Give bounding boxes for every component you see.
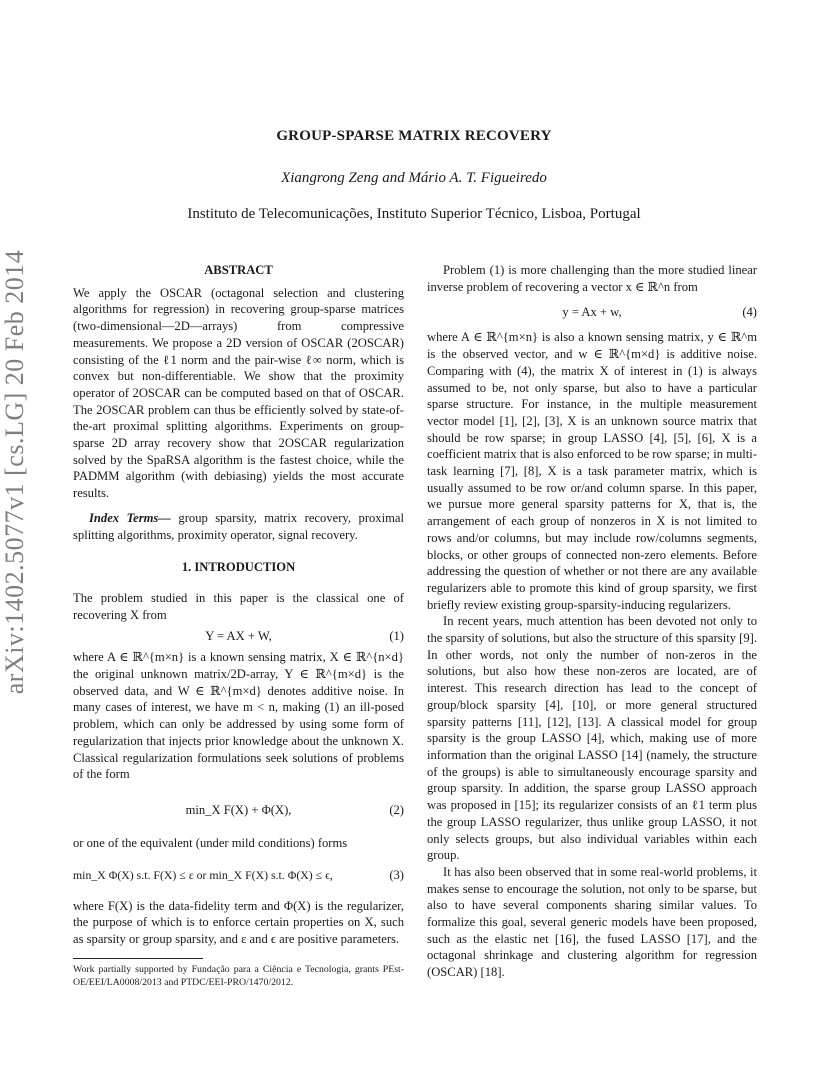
equation-1-number: (1): [389, 629, 404, 644]
equation-3-number: (3): [389, 867, 404, 882]
right-column: [427, 262, 757, 981]
equation-2-body: min_X F(X) + Φ(X),: [185, 802, 292, 817]
intro-paragraph-1: The problem studied in this paper is the classical one of recovering X from: [73, 590, 404, 622]
abstract-heading: ABSTRACT: [204, 263, 273, 277]
equation-4-number: (4): [742, 305, 757, 320]
introduction-heading: 1. INTRODUCTION: [181, 560, 296, 575]
left-column: [73, 262, 404, 989]
equation-2-number: (2): [389, 802, 404, 817]
intro-paragraph-3: or one of the equivalent (under mild conditions) forms: [73, 835, 348, 850]
equation-1-body: Y = AX + W,: [205, 629, 272, 644]
funding-footnote: Work partially supported by Fundação para a Ciência e Tecnologia, grants PEst-OE/EEI/LA0008/2013 and PTDC/EEI-PRO/1470/2012.: [73, 963, 404, 988]
right-paragraph-3: In recent years, much attention has been devoted not only to the sparsity of solutions, but also the structure of this sparsity [9]. In other words, not only the number of non-zeros in the solutions, but also how these non-zeros are located, are of interest. This research direction has lead to the concept of group/block sparsity [4], [10], or more general structured sparsity patterns [11], [12], [13]. A classical model for group sparsity is the group LASSO [4], which, making use of more information than the original LASSO [14] (namely, the structure of the groups) is able to simultaneously encourage sparsity and group sparsity. In addition, the sparse group LASSO approach was proposed in [15]; its regularizer consists of an ℓ1 term plus the group LASSO regularizer, thus unlike group LASSO, it not only selects groups, but also individual variables within each group.: [427, 614, 757, 863]
right-paragraph-4: It has also been observed that in some real-world problems, it makes sense to encourage the solution, not only to be sparse, but also to have several components sharing similar values. To formalize this goal, several generic models have been proposed, such as the elastic net [16], the fused LASSO [17], and the octagonal shrinkage and clustering algorithm for regression (OSCAR) [18].: [427, 864, 757, 980]
index-terms: [73, 510, 404, 543]
equation-1: [73, 623, 404, 649]
equation-4-body: y = Ax + w,: [562, 305, 622, 320]
index-terms-text: group sparsity, matrix recovery, proximal splitting algorithms, proximity operator, signal recovery.: [73, 510, 404, 542]
affiliation: Instituto de Telecomunicações, Instituto Superior Técnico, Lisboa, Portugal: [187, 206, 641, 222]
intro-paragraph-2: where A ∈ ℝ^{m×n} is a known sensing matrix, X ∈ ℝ^{n×d} the original unknown matrix/2D-array, Y ∈ ℝ^{m×d} is the observed data, and W ∈ ℝ^{m×d} denotes additive noise. In many cases of interest, we have m < n, making (1) an ill-posed problem, which can only be addressed by using some form of regularization that injects prior knowledge about the unknown X. Classical regularization formulations seek solutions of problems of the form: [73, 650, 404, 782]
author-list: Xiangrong Zeng and Mário A. T. Figueiredo: [281, 170, 547, 186]
intro-paragraph-4: where F(X) is the data-fidelity term and Φ(X) is the regularizer, the purpose of which is to enforce certain properties on X, such as sparsity or group sparsity, and ε and ϵ are positive parameters.: [73, 898, 404, 947]
right-paragraph-1: Problem (1) is more challenging than the more studied linear inverse problem of recovering a vector x ∈ ℝ^n from: [427, 263, 757, 294]
abstract-text: We apply the OSCAR (octagonal selection and clustering algorithms for regression) in recovering group-sparse matrices (two-dimensional—2D—arrays) from compressive measurements. We propose a 2D version of OSCAR (2OSCAR) consisting of the ℓ1 norm and the pair-wise ℓ∞ norm, which is convex but non-differentiable. We show that the proximity operator of 2OSCAR can be computed based on that of OSCAR. The 2OSCAR problem can thus be efficiently solved by state-of-the-art proximal splitting algorithms. Experiments on group-sparse 2D array recovery show that 2OSCAR regularization solved by the SpaRSA algorithm is the fastest choice, while the PADMM algorithm (with debiasing) yields the most accurate results.: [73, 285, 404, 501]
index-terms-label: Index Terms—: [89, 510, 171, 525]
footnote-rule: [73, 958, 203, 959]
equation-3: [73, 858, 404, 892]
equation-4: [427, 299, 757, 325]
equation-3-body: min_X Φ(X) s.t. F(X) ≤ ε or min_X F(X) s.t. Φ(X) ≤ ϵ,: [73, 867, 333, 882]
right-paragraph-2: where A ∈ ℝ^{m×n} is also a known sensing matrix, y ∈ ℝ^m is the observed vector, and w ∈ ℝ^{m×d} is additive noise. Comparing with (4), the matrix X of interest in (1) is always assumed to be, not only sparse, but also to have a particular sparse structure. For instance, in the multiple measurement vector model [1], [2], [3], X is an unknown source matrix that should be row sparse; in group LASSO [4], [5], [6], X is a coefficient matrix that is also enforced to be row sparse; in multi-task learning [7], [8], X is a task parameter matrix, which is usually assumed to be row or/and column sparse. In this paper, we pursue more general sparsity patterns for X, that is, the arrangement of each group of nonzeros in X is not limited to rows and/or columns, but may include row/columns segments, blocks, or other groups of connected non-zero elements. Before addressing the question of whether or not there are any available regularizers able to promote this kind of group sparsity, we first briefly review existing group-sparsity-inducing regularizers.: [427, 330, 757, 612]
equation-2: [73, 793, 404, 827]
paper-title: GROUP-SPARSE MATRIX RECOVERY: [276, 128, 552, 144]
arxiv-identifier: arXiv:1402.5077v1 [cs.LG] 20 Feb 2014: [0, 249, 29, 695]
